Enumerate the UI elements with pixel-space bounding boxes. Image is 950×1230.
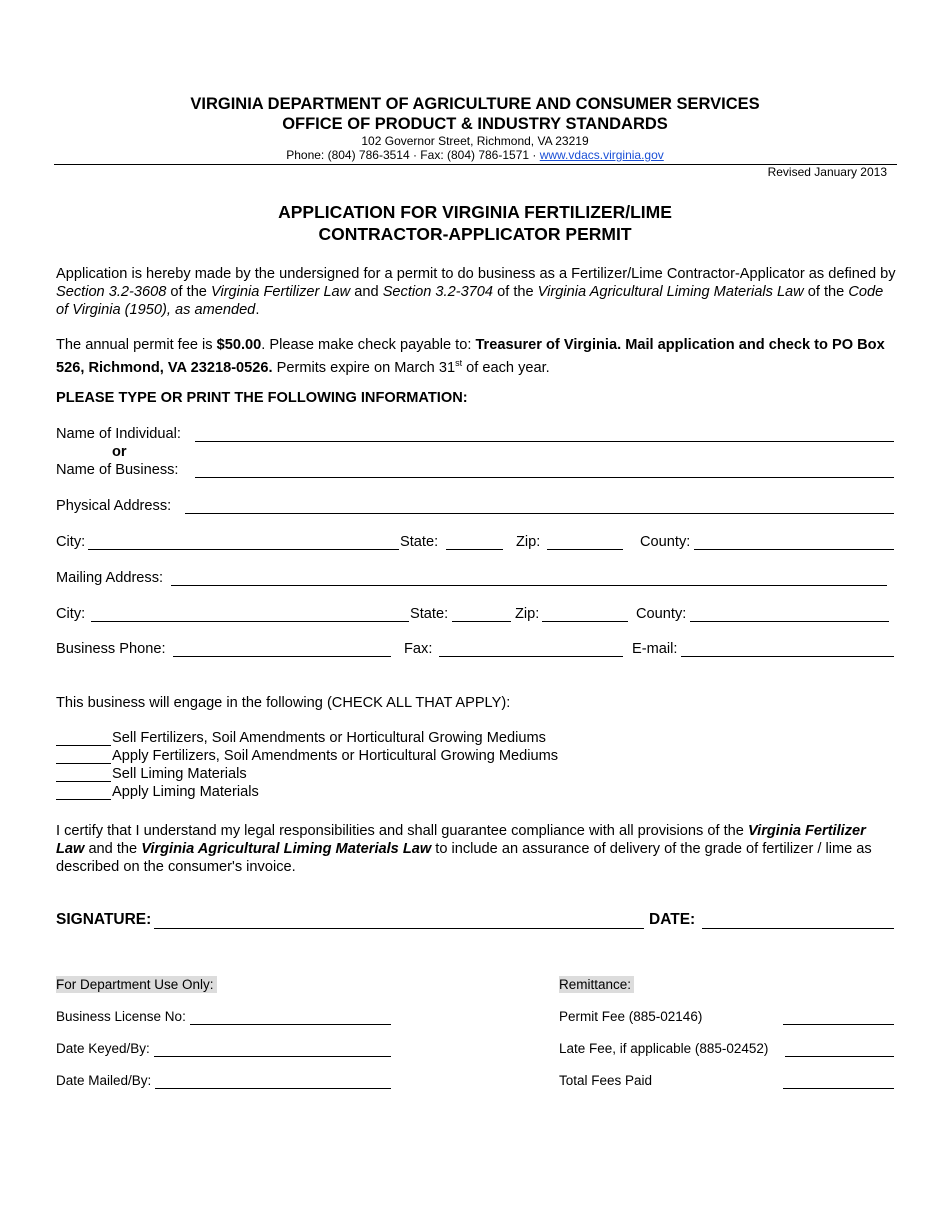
city-field[interactable] xyxy=(88,549,399,550)
mailing-state-label: State: xyxy=(410,606,449,622)
fee-superscript: st xyxy=(455,358,463,368)
intro-text: of the xyxy=(803,284,849,300)
permit-fee-field[interactable] xyxy=(783,1024,894,1025)
activities-prompt: This business will engage in the following (CHECK ALL THAT APPLY): xyxy=(56,695,511,711)
county-field[interactable] xyxy=(694,549,894,550)
physical-address-field[interactable] xyxy=(185,513,894,514)
fee-text: of each year. xyxy=(462,359,550,376)
state-field[interactable] xyxy=(446,549,503,550)
certify-law-2: Virginia Agricultural Liming Materials Law xyxy=(141,841,432,857)
intro-section-1: Section 3.2-3608 xyxy=(56,284,167,300)
zip-label: Zip: xyxy=(516,534,541,550)
mailing-county-field[interactable] xyxy=(690,621,889,622)
website-link[interactable]: www.vdacs.virginia.gov xyxy=(539,148,664,162)
instruction-heading: PLEASE TYPE OR PRINT THE FOLLOWING INFORMATION: xyxy=(56,390,468,406)
agency-name: VIRGINIA DEPARTMENT OF AGRICULTURE AND CONSUMER SERVICES xyxy=(190,95,760,113)
name-business-field[interactable] xyxy=(195,477,894,478)
permit-fee-label: Permit Fee (885-02146) xyxy=(559,1009,703,1024)
intro-law-2: Virginia Agricultural Liming Materials Law xyxy=(537,284,804,300)
form-title-line1: APPLICATION FOR VIRGINIA FERTILIZER/LIME xyxy=(278,202,672,222)
business-phone-label: Business Phone: xyxy=(56,641,166,657)
signature-label: SIGNATURE: xyxy=(56,911,152,928)
county-label: County: xyxy=(640,534,691,550)
physical-address-label: Physical Address: xyxy=(56,498,172,514)
total-fees-label: Total Fees Paid xyxy=(559,1073,653,1088)
email-field[interactable] xyxy=(681,656,894,657)
activity-label: Sell Liming Materials xyxy=(112,766,247,782)
activity-checkbox-sell-fertilizer[interactable] xyxy=(56,745,111,746)
department-use-heading-text: For Department Use Only: xyxy=(56,976,217,993)
form-title-line2: CONTRACTOR-APPLICATOR PERMIT xyxy=(318,224,632,244)
certify-text: to include an assurance of delivery of the grade of fertilizer / lime as described on the consumer's invoice. xyxy=(56,841,872,875)
activity-checkbox-apply-lime[interactable] xyxy=(56,799,111,800)
state-label: State: xyxy=(400,534,439,550)
fax-field[interactable] xyxy=(439,656,623,657)
mailing-zip-label: Zip: xyxy=(515,606,540,622)
remittance-heading-text: Remittance: xyxy=(559,976,634,993)
date-keyed-field[interactable] xyxy=(154,1056,391,1057)
date-field[interactable] xyxy=(702,928,894,929)
mailing-city-field[interactable] xyxy=(91,621,409,622)
fee-text: Permits expire on March 31 xyxy=(272,359,456,376)
mailing-address-field[interactable] xyxy=(171,585,887,586)
date-keyed-label: Date Keyed/By: xyxy=(56,1041,150,1056)
revision-date: Revised January 2013 xyxy=(767,165,887,179)
certification-paragraph xyxy=(56,822,896,876)
email-label: E-mail: xyxy=(632,641,678,657)
date-mailed-label: Date Mailed/By: xyxy=(56,1073,152,1088)
mailing-address-label: Mailing Address: xyxy=(56,570,164,586)
intro-text: of the xyxy=(166,284,211,300)
business-license-field[interactable] xyxy=(190,1024,391,1025)
activity-label: Apply Fertilizers, Soil Amendments or Horticultural Growing Mediums xyxy=(112,748,559,764)
activity-label: Apply Liming Materials xyxy=(112,784,259,800)
activity-checkbox-apply-fertilizer[interactable] xyxy=(56,763,111,764)
late-fee-field[interactable] xyxy=(785,1056,894,1057)
activity-checkbox-sell-lime[interactable] xyxy=(56,781,111,782)
intro-paragraph xyxy=(56,265,896,319)
remittance-heading xyxy=(559,977,634,992)
city-label: City: xyxy=(56,534,86,550)
intro-text: Application is hereby made by the undersigned for a permit to do business as a Fertilizer/Lime Contractor-Applicator as defined by xyxy=(56,266,896,282)
activity-label: Sell Fertilizers, Soil Amendments or Horticultural Growing Mediums xyxy=(112,730,546,746)
department-use-heading xyxy=(56,977,217,992)
name-individual-label: Name of Individual: xyxy=(56,426,181,442)
fee-mailing-instructions: Treasurer of Virginia. Mail application and check to PO Box 526, Richmond, VA 23218-0526. xyxy=(56,337,885,376)
signature-field[interactable] xyxy=(154,928,644,929)
or-label: or xyxy=(112,444,127,460)
date-label: DATE: xyxy=(649,911,696,928)
fee-amount: $50.00 xyxy=(216,337,262,353)
name-business-label: Name of Business: xyxy=(56,462,179,478)
mailing-city-label: City: xyxy=(56,606,86,622)
contact-phone-fax: Phone: (804) 786-3514 · Fax: (804) 786-1571 · xyxy=(286,148,540,162)
business-phone-field[interactable] xyxy=(173,656,391,657)
mailing-county-label: County: xyxy=(636,606,687,622)
fax-label: Fax: xyxy=(404,641,433,657)
office-name: OFFICE OF PRODUCT & INDUSTRY STANDARDS xyxy=(282,115,668,133)
late-fee-label: Late Fee, if applicable (885-02452) xyxy=(559,1041,769,1056)
business-license-label: Business License No: xyxy=(56,1009,186,1024)
mailing-state-field[interactable] xyxy=(452,621,511,622)
intro-text: . xyxy=(255,302,260,318)
date-mailed-field[interactable] xyxy=(155,1088,391,1089)
mailing-zip-field[interactable] xyxy=(542,621,628,622)
total-fees-field[interactable] xyxy=(783,1088,894,1089)
certify-text: I certify that I understand my legal responsibilities and shall guarantee compliance with all provisions of the xyxy=(56,823,748,839)
fee-paragraph xyxy=(56,336,896,377)
agency-contact xyxy=(0,148,950,162)
intro-text: of the xyxy=(493,284,538,300)
intro-law-1: Virginia Fertilizer Law xyxy=(210,284,351,300)
fee-text: The annual permit fee is xyxy=(56,337,217,353)
intro-section-2: Section 3.2-3704 xyxy=(382,284,494,300)
agency-address: 102 Governor Street, Richmond, VA 23219 xyxy=(361,134,589,148)
certify-law-1: Virginia Fertilizer Law xyxy=(56,823,866,857)
fee-text: . Please make check payable to: xyxy=(261,337,476,353)
name-individual-field[interactable] xyxy=(195,441,894,442)
zip-field[interactable] xyxy=(547,549,623,550)
intro-text: and xyxy=(350,284,383,300)
certify-text: and the xyxy=(84,841,142,857)
intro-code: Code of Virginia (1950), as amended xyxy=(56,284,884,318)
